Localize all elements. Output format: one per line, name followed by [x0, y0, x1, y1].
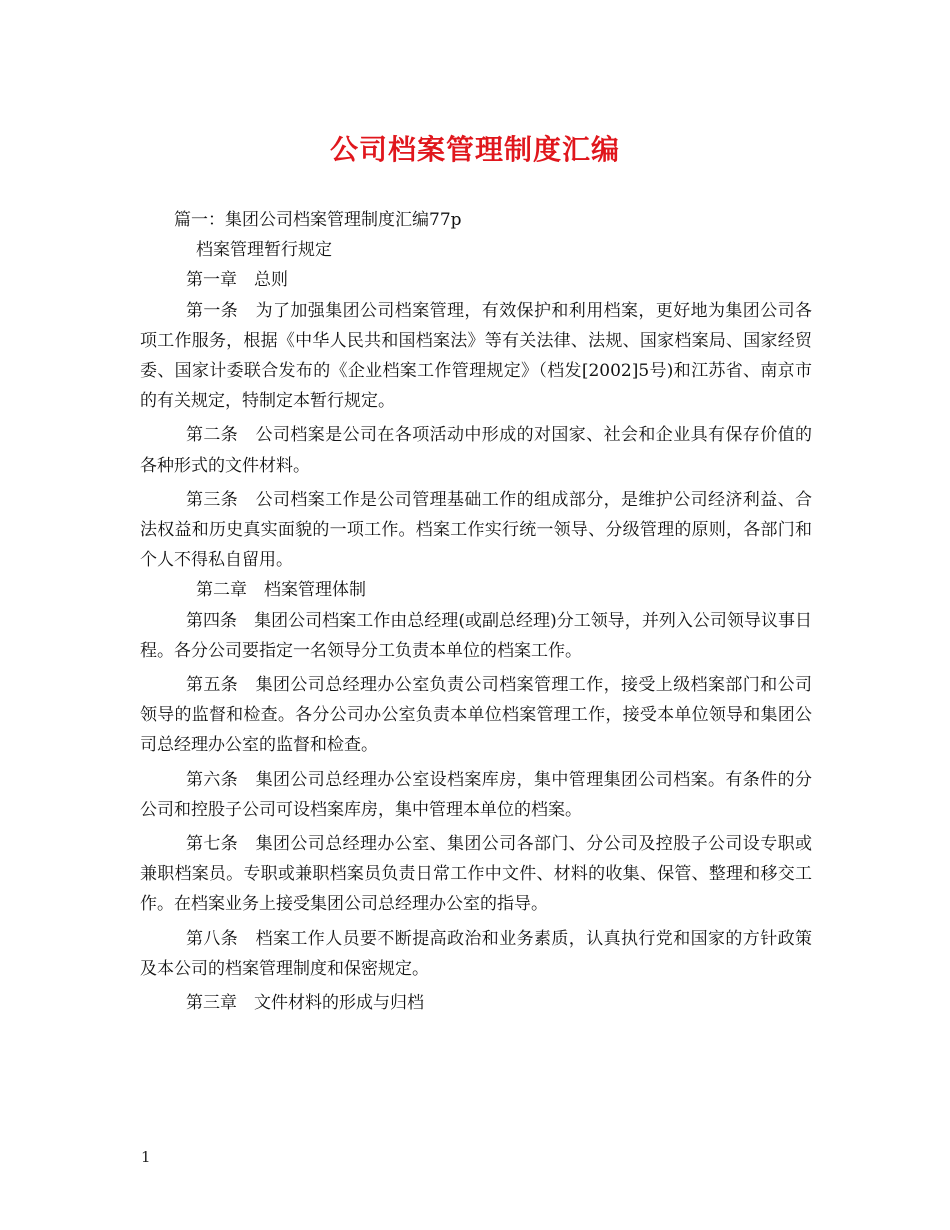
article-paragraph: 第七条 集团公司总经理办公室、集团公司各部门、分公司及控股子公司设专职或兼职档案员。专职或兼职档案员负责日常工作中文件、材料的收集、保管、整理和移交工作。在档案业务上接受集团公司总经理办公室的指导。: [140, 834, 812, 915]
article-paragraph: 第八条 档案工作人员要不断提高政治和业务素质，认真执行党和国家的方针政策及本公司的档案管理制度和保密规定。: [140, 928, 812, 979]
article-paragraph: 第二条 公司档案是公司在各项活动中形成的对国家、社会和企业具有保存价值的各种形式的文件材料。: [140, 425, 812, 476]
document-body: [140, 205, 812, 1018]
chapter-heading: 第二章 档案管理体制: [196, 580, 366, 601]
chapter-heading: 第一章 总则: [186, 270, 288, 291]
section-heading: 篇一：集团公司档案管理制度汇编77p: [174, 210, 462, 230]
regulation-title: 档案管理暂行规定: [196, 240, 332, 261]
article-paragraph: 第一条 为了加强集团公司档案管理，有效保护和利用档案，更好地为集团公司各项工作服务，根据《中华人民共和国档案法》等有关法律、法规、国家档案局、国家经贸委、国家计委联合发布的《企业档案工作管理规定》（档发[2002]5号)和江苏省、南京市的有关规定，特制定本暂行规定。: [140, 300, 812, 412]
article-paragraph: 第四条 集团公司档案工作由总经理(或副总经理)分工领导，并列入公司领导议事日程。各分公司要指定一名领导分工负责本单位的档案工作。: [140, 610, 812, 661]
page-number: 1: [141, 1148, 151, 1166]
article-paragraph: 第三条 公司档案工作是公司管理基础工作的组成部分，是维护公司经济利益、合法权益和历史真实面貌的一项工作。档案工作实行统一领导、分级管理的原则，各部门和个人不得私自留用。: [140, 489, 812, 571]
chapter-heading: 第三章 文件材料的形成与归档: [186, 993, 424, 1014]
article-paragraph: 第五条 集团公司总经理办公室负责公司档案管理工作，接受上级档案部门和公司领导的监督和检查。各分公司办公室负责本单位档案管理工作，接受本单位领导和集团公司总经理办公室的监督和检查。: [140, 675, 812, 756]
article-paragraph: 第六条 集团公司总经理办公室设档案库房，集中管理集团公司档案。有条件的分公司和控股子公司可设档案库房，集中管理本单位的档案。: [140, 769, 812, 820]
document-title: 公司档案管理制度汇编: [329, 133, 620, 166]
